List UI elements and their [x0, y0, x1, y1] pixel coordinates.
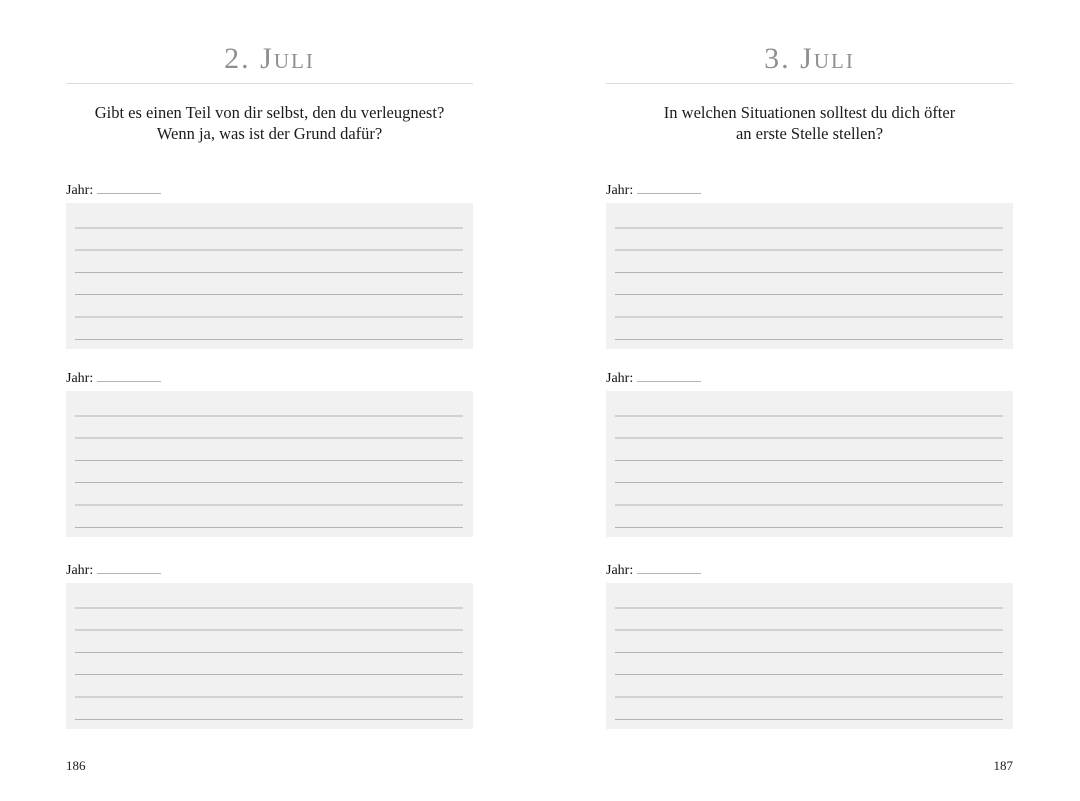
answer-box[interactable]	[606, 583, 1013, 729]
question-line-1: In welchen Situationen solltest du dich öfter	[663, 103, 956, 122]
entry-section	[66, 369, 473, 537]
jahr-blank-line[interactable]	[97, 561, 161, 574]
jahr-row	[606, 561, 701, 579]
answer-box[interactable]	[606, 203, 1013, 349]
header-rule	[606, 83, 1013, 84]
entry-section	[606, 561, 1013, 729]
jahr-label: Jahr:	[66, 563, 94, 578]
answer-box[interactable]	[66, 583, 473, 729]
jahr-row	[66, 369, 161, 387]
answer-ruled-lines	[615, 206, 1003, 340]
jahr-label: Jahr:	[66, 371, 94, 386]
entry-section	[66, 181, 473, 349]
answer-ruled-lines	[615, 586, 1003, 720]
entry-section	[606, 181, 1013, 349]
answer-ruled-lines	[75, 206, 463, 340]
jahr-label: Jahr:	[606, 183, 634, 198]
question-line-2: Wenn ja, was ist der Grund dafür?	[156, 124, 383, 143]
answer-ruled-lines	[75, 586, 463, 720]
page-right	[606, 0, 1013, 801]
jahr-label: Jahr:	[66, 183, 94, 198]
question-text	[41, 102, 498, 144]
page-number: 187	[993, 758, 1013, 773]
page-number: 186	[66, 758, 86, 773]
answer-box[interactable]	[606, 391, 1013, 537]
answer-box[interactable]	[66, 391, 473, 537]
question-line-1: Gibt es einen Teil von dir selbst, den du verleugnest?	[94, 103, 445, 122]
header-rule	[66, 83, 473, 84]
jahr-row	[66, 181, 161, 199]
jahr-label: Jahr:	[606, 563, 634, 578]
jahr-blank-line[interactable]	[97, 181, 161, 194]
entry-section	[606, 369, 1013, 537]
date-heading: 3. Juli	[764, 42, 855, 75]
jahr-blank-line[interactable]	[97, 369, 161, 382]
answer-ruled-lines	[615, 394, 1003, 528]
jahr-label: Jahr:	[606, 371, 634, 386]
page-left	[66, 0, 473, 801]
question-text	[581, 102, 1038, 144]
entry-section	[66, 561, 473, 729]
jahr-blank-line[interactable]	[637, 369, 701, 382]
question-line-2: an erste Stelle stellen?	[735, 124, 884, 143]
jahr-row	[606, 181, 701, 199]
jahr-blank-line[interactable]	[637, 561, 701, 574]
jahr-row	[606, 369, 701, 387]
jahr-blank-line[interactable]	[637, 181, 701, 194]
answer-ruled-lines	[75, 394, 463, 528]
date-heading: 2. Juli	[224, 42, 315, 75]
jahr-row	[66, 561, 161, 579]
answer-box[interactable]	[66, 203, 473, 349]
